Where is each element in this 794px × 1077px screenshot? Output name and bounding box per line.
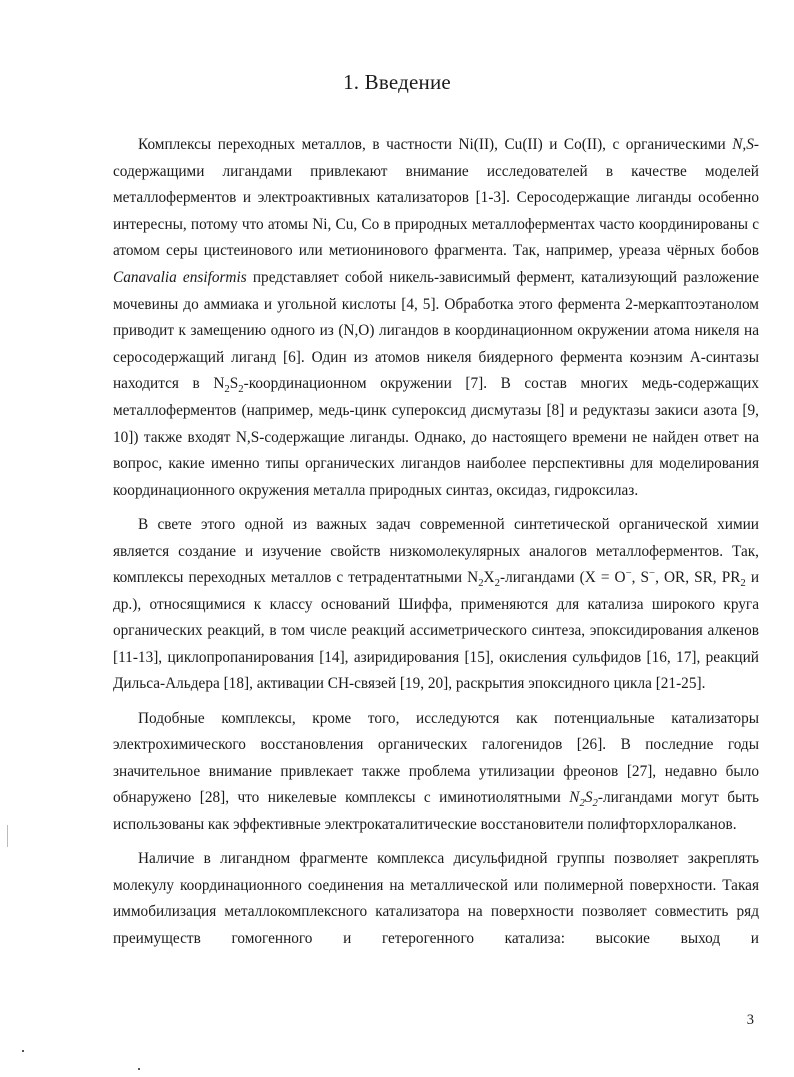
text-run: Наличие в лигандном фрагменте комплекса дисульфидной группы позволяет закреплять молекулу координационного соединения на металлической или полимерной поверхности. Такая иммобилизация металлокомплексного катализатора на поверхности позволяет совместить ряд преимуществ гомогенного и гетерогенного катализа: высокие выход и: [113, 850, 759, 947]
paragraph: [113, 132, 759, 504]
text-run: -лигандами могут быть использованы как эффективные электрокаталитические восстановители полифторхлоралканов.: [113, 789, 759, 834]
italic-text: N,S: [732, 136, 754, 153]
paragraph: [113, 706, 759, 839]
subscript: 2: [494, 577, 500, 590]
text-run: -лигандами (X = O: [499, 569, 626, 587]
text-run: В свете этого одной из важных задач современной синтетической органической химии является создание и изучение свойств низкомолекулярных аналогов металлоферментов. Так, комплексы переходных металлов с тетрадентатными: [113, 515, 759, 587]
text-run: -содержащими лигандами привлекают внимание исследователей в качестве моделей металлоферментов и электроактивных катализаторов [1-3]. Серосодержащие лиганды особенно интересны, потому что атомы Ni, Cu, Co в природных металлоферментах часто координированы с атомом серы цистеинового или метионинового фрагмента. Так, например, уреаза чёрных бобов: [113, 136, 759, 260]
text-run: N: [213, 375, 225, 393]
superscript: −: [649, 567, 656, 579]
italic-text: Canavalia ensiformis: [113, 268, 247, 286]
text-run: , S: [631, 569, 650, 587]
section-heading: 1. Введение: [343, 70, 451, 94]
text-run: N: [467, 569, 479, 587]
text-run: Подобные комплексы, кроме того, исследуются как потенциальные катализаторы электрохимического восстановления органических галогенидов [26]. В последние годы значительное внимание привлекает также проблема утилизации фреонов [27], недавно было обнаружено [28], что никелевые комплексы с иминотиолятными: [113, 709, 759, 807]
italic-text: S: [584, 789, 593, 807]
scan-speck: [22, 1050, 24, 1052]
paragraph: [113, 512, 759, 698]
page-number: 3: [746, 1012, 754, 1028]
text-run: и др.), относящимися к классу оснований Шиффа, применяются для катализа широкого круга органических реакций, в том числе реакций ассиметрического синтеза, эпоксидирования алкенов [11-13], циклопропанирования [14], азиридирования [15], окисления сульфидов [16, 17], реакций Дильса-Альдера [18], активации CH-связей [19, 20], раскрытия эпоксидного цикла [21-25].: [113, 569, 760, 693]
subscript: 2: [224, 383, 230, 396]
text-run: представляет собой никель-зависимый фермент, катализующий разложение мочевины до аммиака и угольной кислоты [4, 5]. Обработка этого фермента 2-меркаптоэтанолом приводит к замещению одного из (N,O) лигандов в координационном окружении атома никеля на серосодержащий лиганд [6]. Один из атомов никеля биядерного фермента коэнзим А-синтазы находится в: [113, 268, 759, 393]
subscript: 2: [740, 577, 746, 590]
scan-speck: [138, 1068, 140, 1070]
paragraph: [113, 846, 759, 952]
subscript: 2: [238, 383, 244, 396]
superscript: −: [625, 567, 632, 579]
text-run: -координационном окружении [7]. В состав многих медь-содержащих металлоферментов (например, медь-цинк супероксид дисмутазы [8] и редуктазы закиси азота [9, 10]) также входят N,S-содержащие лиганды. Однако, до настоящего времени не найден ответ на вопрос, какие именно типы органических лигандов наиболее перспективны для моделирования координационного окружения металла природных синтаз, оксидаз, гидроксилаз.: [113, 375, 759, 499]
subscript: 2: [592, 797, 598, 810]
scan-mark: [7, 825, 8, 847]
body-text: [113, 132, 759, 960]
text-run: X: [483, 569, 495, 587]
text-run: Комплексы переходных металлов, в частности Ni(II), Cu(II) и Co(II), с органическими: [138, 136, 733, 153]
text-run: S: [229, 375, 239, 393]
subscript: 2: [478, 577, 484, 590]
subscript: 2: [579, 797, 585, 810]
italic-text: N: [569, 789, 580, 807]
text-run: , OR, SR, PR: [655, 569, 741, 587]
